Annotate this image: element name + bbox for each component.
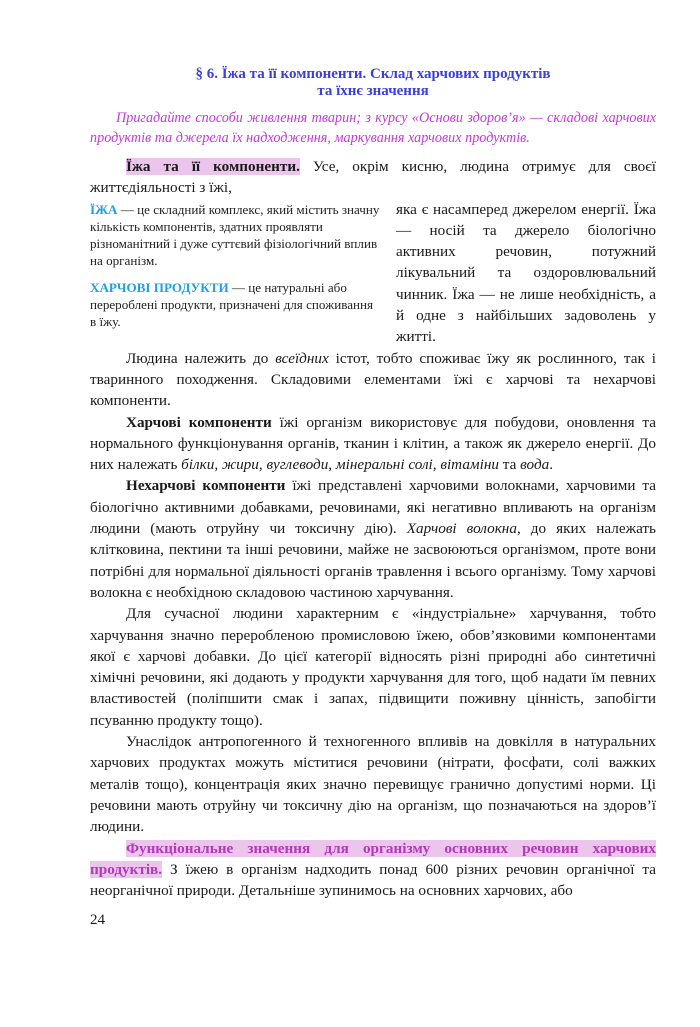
nutrient-water: вода bbox=[520, 456, 550, 474]
section-heading-line1: § 6. Їжа та її компоненти. Склад харчових продуктів bbox=[195, 66, 551, 82]
paragraph-food-components-detail bbox=[90, 412, 656, 476]
omnivores-term: всеїдних bbox=[275, 349, 329, 367]
definition-food-products bbox=[90, 279, 380, 330]
definitions-sidebar bbox=[90, 201, 380, 340]
omnivores-start: Людина належить до bbox=[126, 349, 276, 367]
food-text-part2: яка є насамперед джерелом енергії. Їжа — носій та джерело біологічно активних речовин, потужний лікувальний та оздоровлювальний чинник. Їжа — не лише необхідність, а й одне з найбільших задоволень у житті. bbox=[396, 200, 656, 346]
page-number: 24 bbox=[90, 912, 105, 928]
paragraph-industrial: Для сучасної людини характерним є «індустріальне» харчування, тобто харчування значно переробленою промисловою їжею, обов’язковими компонентами якої є харчові добавки. До цієї категорії відносять різні природні або синтетичні хімічні речовини, які додають у продукти харчування для того, щоб надати їм певних властивостей (поліпшити смак і запах, підвищити поживну цінність, запобігти псуванню продукту тощо). bbox=[90, 605, 656, 729]
non-nutrient-end: , до яких належать клітковина, пектини та інші речовини, майже не засвоюються організмом, проте вони потрібні для нормальної діяльності органів травлення і всього організму. Тому харчові волокна є необхідною складовою частиною харчування. bbox=[90, 520, 656, 601]
section-heading bbox=[90, 66, 656, 100]
section-heading-line2: та їхнє значення bbox=[317, 83, 429, 99]
lead-nutrient-components: Харчові компоненти bbox=[126, 413, 272, 431]
nutrient-and: та bbox=[498, 456, 521, 474]
definition-food bbox=[90, 201, 380, 269]
fiber-term: Харчові волокна bbox=[406, 520, 517, 538]
page-content bbox=[90, 66, 656, 901]
definition-food-text: — це складний комплекс, який містить значну кількість компонентів, здатних проявляти різноманітний і дуже суттєвий фізіологічний вплив на організм. bbox=[90, 201, 380, 268]
intro-prompt: Пригадайте способи живлення тварин; з курсу «Основи здоров’я» — складові харчових продуктів та джерела їх надходження, маркування харчових продуктів. bbox=[90, 110, 656, 146]
non-nutrient-text: їжі представлені харчовими волокнами, харчовими та біологічно активними добавками, речовинами, які негативно впливають на організм людини (мають отруйну чи токсичну дію). bbox=[90, 477, 656, 538]
lead-functional: Функціональне значення для організму основних речовин харчових продуктів. bbox=[90, 839, 656, 878]
nutrient-end: . bbox=[549, 456, 554, 474]
term-food: ЇЖА bbox=[90, 201, 118, 217]
term-food-products: ХАРЧОВІ ПРОДУКТИ bbox=[90, 279, 229, 295]
paragraph-omnivores bbox=[90, 348, 656, 412]
lead-non-nutrient: Нехарчові компоненти bbox=[126, 477, 286, 495]
paragraph-food-components bbox=[90, 156, 656, 199]
omnivores-end: істот, тобто споживає їжу як рослинного, так і тваринного походження. Складовими елементами їжі є харчові та нехарчові компоненти. bbox=[90, 349, 656, 410]
food-text-part1: Усе, окрім кисню, людина отримує для своєї життєдіяльності з їжі, bbox=[90, 158, 656, 197]
lead-food-components: Їжа та її компоненти. bbox=[126, 158, 300, 175]
definition-food-products-text: — це натуральні або перероблені продукти, призначені для споживання в їжу. bbox=[90, 279, 374, 329]
paragraph-functional bbox=[90, 838, 656, 902]
nutrient-list: білки, жири, вуглеводи, мінеральні солі, вітаміни bbox=[181, 456, 499, 474]
paragraph-non-nutrient bbox=[90, 475, 656, 603]
paragraph-anthropogenic: Унаслідок антропогенного й техногенного впливів на довкілля в натуральних харчових продуктах можуть міститися речовини (нітрати, фосфати, солі важких металів тощо), концентрація яких значно перевищує гранично допустимі норми. Ці речовини мають отруйну чи токсичну дію на організм, що позначаються на здоров’ї людини. bbox=[90, 733, 656, 836]
functional-text: З їжею в організм надходить понад 600 різних речовин органічної та неорганічної природи. Детальніше зупинимось на основних харчових, або bbox=[90, 860, 656, 900]
nutrient-text: їжі організм використовує для побудови, оновлення та нормального функціонування органів, тканин і клітин, а також як джерело енергії. До них належать bbox=[90, 413, 656, 474]
